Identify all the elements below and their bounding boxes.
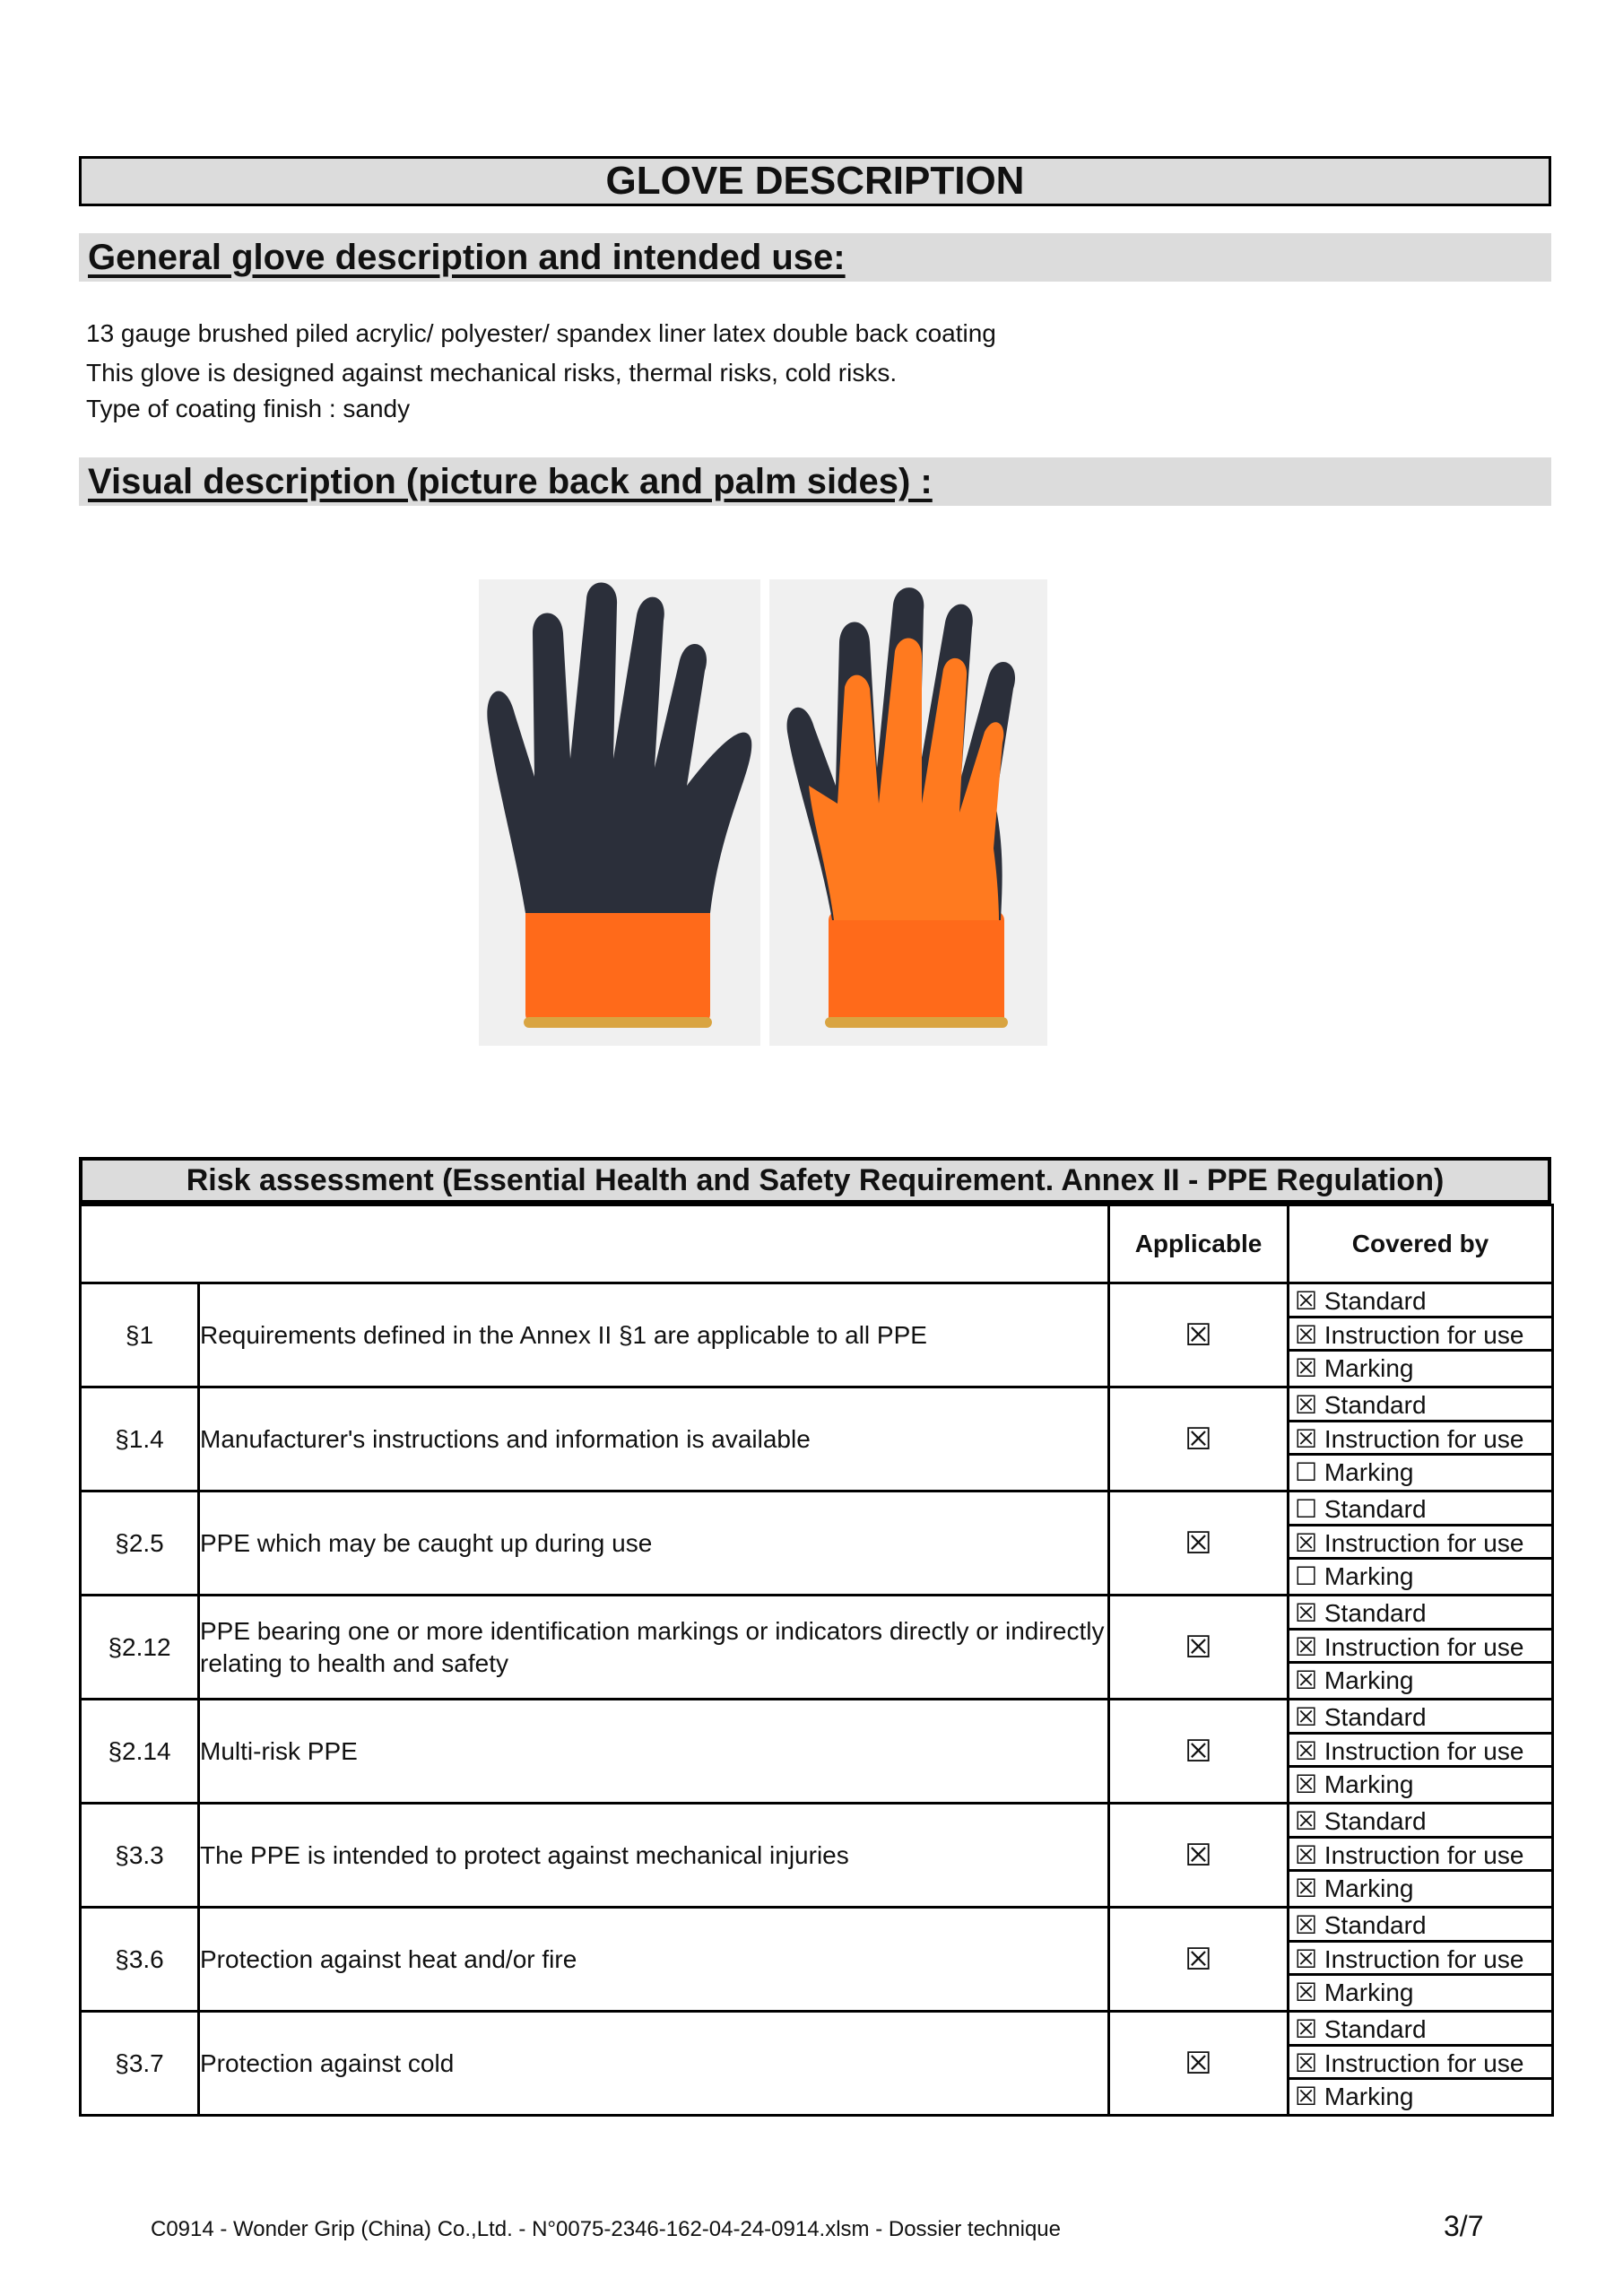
covered-by-item: ☒ Marking [1295, 1874, 1414, 1903]
covered-by-item: ☒ Standard [1289, 1909, 1551, 1943]
covered-by-item: ☒ Marking [1295, 2083, 1414, 2111]
row-requirement: The PPE is intended to protect against mechanical injuries [199, 1804, 1109, 1908]
row-section: §3.3 [81, 1804, 199, 1908]
covered-by-column-header: Covered by [1289, 1205, 1553, 1283]
row-section: §1 [81, 1283, 199, 1387]
risk-assessment-title-text: Risk assessment (Essential Health and Safety Requirement. Annex II - PPE Regulation) [186, 1162, 1445, 1197]
covered-by-item: ☒ Instruction for use [1289, 1318, 1551, 1352]
applicable-checkbox: ☒ [1109, 1283, 1289, 1387]
applicable-checkbox: ☒ [1109, 1596, 1289, 1700]
page-number: 3/7 [1444, 2210, 1484, 2242]
applicable-checkbox: ☒ [1109, 1804, 1289, 1908]
covered-by-item: ☒ Instruction for use [1289, 1735, 1551, 1769]
table-row [81, 1387, 1553, 1492]
applicable-checkbox: ☒ [1109, 1908, 1289, 2012]
table-row [81, 1596, 1553, 1700]
covered-by-cell [1289, 1283, 1553, 1387]
applicable-checkbox: ☒ [1109, 1492, 1289, 1596]
covered-by-cell [1289, 2012, 1553, 2116]
row-section: §2.14 [81, 1700, 199, 1804]
covered-by-item: ☒ Standard [1289, 1596, 1551, 1631]
applicable-column-header: Applicable [1109, 1205, 1289, 1283]
description-line-3: Type of coating finish : sandy [86, 395, 411, 422]
covered-by-item: ☒ Standard [1289, 1805, 1551, 1839]
covered-by-item: ☒ Marking [1295, 1770, 1414, 1799]
table-row [81, 1283, 1553, 1387]
row-requirement: Protection against heat and/or fire [199, 1908, 1109, 2012]
covered-by-item: ☐ Standard [1289, 1492, 1551, 1526]
row-requirement: Manufacturer's instructions and information is available [199, 1387, 1109, 1492]
glove-back-picture [479, 579, 760, 1046]
glove-palm-picture [769, 579, 1047, 1046]
covered-by-cell [1289, 1804, 1553, 1908]
covered-by-cell [1289, 1700, 1553, 1804]
visual-description-heading [79, 457, 1551, 506]
row-requirement: Protection against cold [199, 2012, 1109, 2116]
covered-by-item: ☒ Instruction for use [1289, 1422, 1551, 1457]
covered-by-cell [1289, 1596, 1553, 1700]
applicable-checkbox: ☒ [1109, 1700, 1289, 1804]
covered-by-item: ☒ Standard [1289, 1284, 1551, 1318]
applicable-checkbox: ☒ [1109, 2012, 1289, 2116]
covered-by-cell [1289, 1387, 1553, 1492]
covered-by-item: ☒ Marking [1295, 1666, 1414, 1695]
risk-assessment-title [79, 1157, 1551, 1204]
covered-by-item: ☒ Standard [1289, 1388, 1551, 1422]
header-blank-cell [81, 1205, 1109, 1283]
row-section: §1.4 [81, 1387, 199, 1492]
glove-palm-illustration [769, 579, 1047, 1046]
covered-by-item: ☐ Marking [1295, 1562, 1414, 1591]
footer-text: C0914 - Wonder Grip (China) Co.,Ltd. - N°0075-2346-162-04-24-0914.xlsm - Dossier technique [151, 2217, 1061, 2241]
table-row [81, 1492, 1553, 1596]
general-description-heading-text: General glove description and intended use: [88, 237, 846, 277]
description-line-2: This glove is designed against mechanical risks, thermal risks, cold risks. [86, 359, 898, 387]
general-description-heading [79, 233, 1551, 282]
document-title-text: GLOVE DESCRIPTION [605, 159, 1025, 203]
covered-by-item: ☒ Instruction for use [1289, 1631, 1551, 1665]
applicable-checkbox: ☒ [1109, 1387, 1289, 1492]
row-requirement: Requirements defined in the Annex II §1 are applicable to all PPE [199, 1283, 1109, 1387]
covered-by-item: ☐ Marking [1295, 1458, 1414, 1487]
covered-by-cell [1289, 1492, 1553, 1596]
row-section: §2.5 [81, 1492, 199, 1596]
table-row [81, 2012, 1553, 2116]
row-requirement: Multi-risk PPE [199, 1700, 1109, 1804]
row-section: §3.7 [81, 2012, 199, 2116]
risk-table-body [81, 1283, 1553, 2116]
covered-by-item: ☒ Marking [1295, 1354, 1414, 1383]
glove-back-illustration [479, 579, 760, 1046]
covered-by-item: ☒ Instruction for use [1289, 1526, 1551, 1561]
table-row [81, 1700, 1553, 1804]
document-title [79, 156, 1551, 206]
visual-description-heading-text: Visual description (picture back and palm sides) : [88, 461, 933, 501]
row-section: §3.6 [81, 1908, 199, 2012]
covered-by-cell [1289, 1908, 1553, 2012]
covered-by-item: ☒ Instruction for use [1289, 1839, 1551, 1873]
table-row [81, 1804, 1553, 1908]
covered-by-item: ☒ Standard [1289, 1700, 1551, 1735]
description-line-1: 13 gauge brushed piled acrylic/ polyester/ spandex liner latex double back coating [86, 319, 996, 347]
covered-by-item: ☒ Instruction for use [1289, 1943, 1551, 1977]
table-header-row [81, 1205, 1553, 1283]
row-section: §2.12 [81, 1596, 199, 1700]
covered-by-item: ☒ Marking [1295, 1979, 1414, 2007]
covered-by-item: ☒ Instruction for use [1289, 2047, 1551, 2081]
row-requirement: PPE which may be caught up during use [199, 1492, 1109, 1596]
risk-assessment-table [79, 1204, 1554, 2117]
row-requirement: PPE bearing one or more identification markings or indicators directly or indirectly relating to health and safety [199, 1596, 1109, 1700]
covered-by-item: ☒ Standard [1289, 2013, 1551, 2047]
table-row [81, 1908, 1553, 2012]
